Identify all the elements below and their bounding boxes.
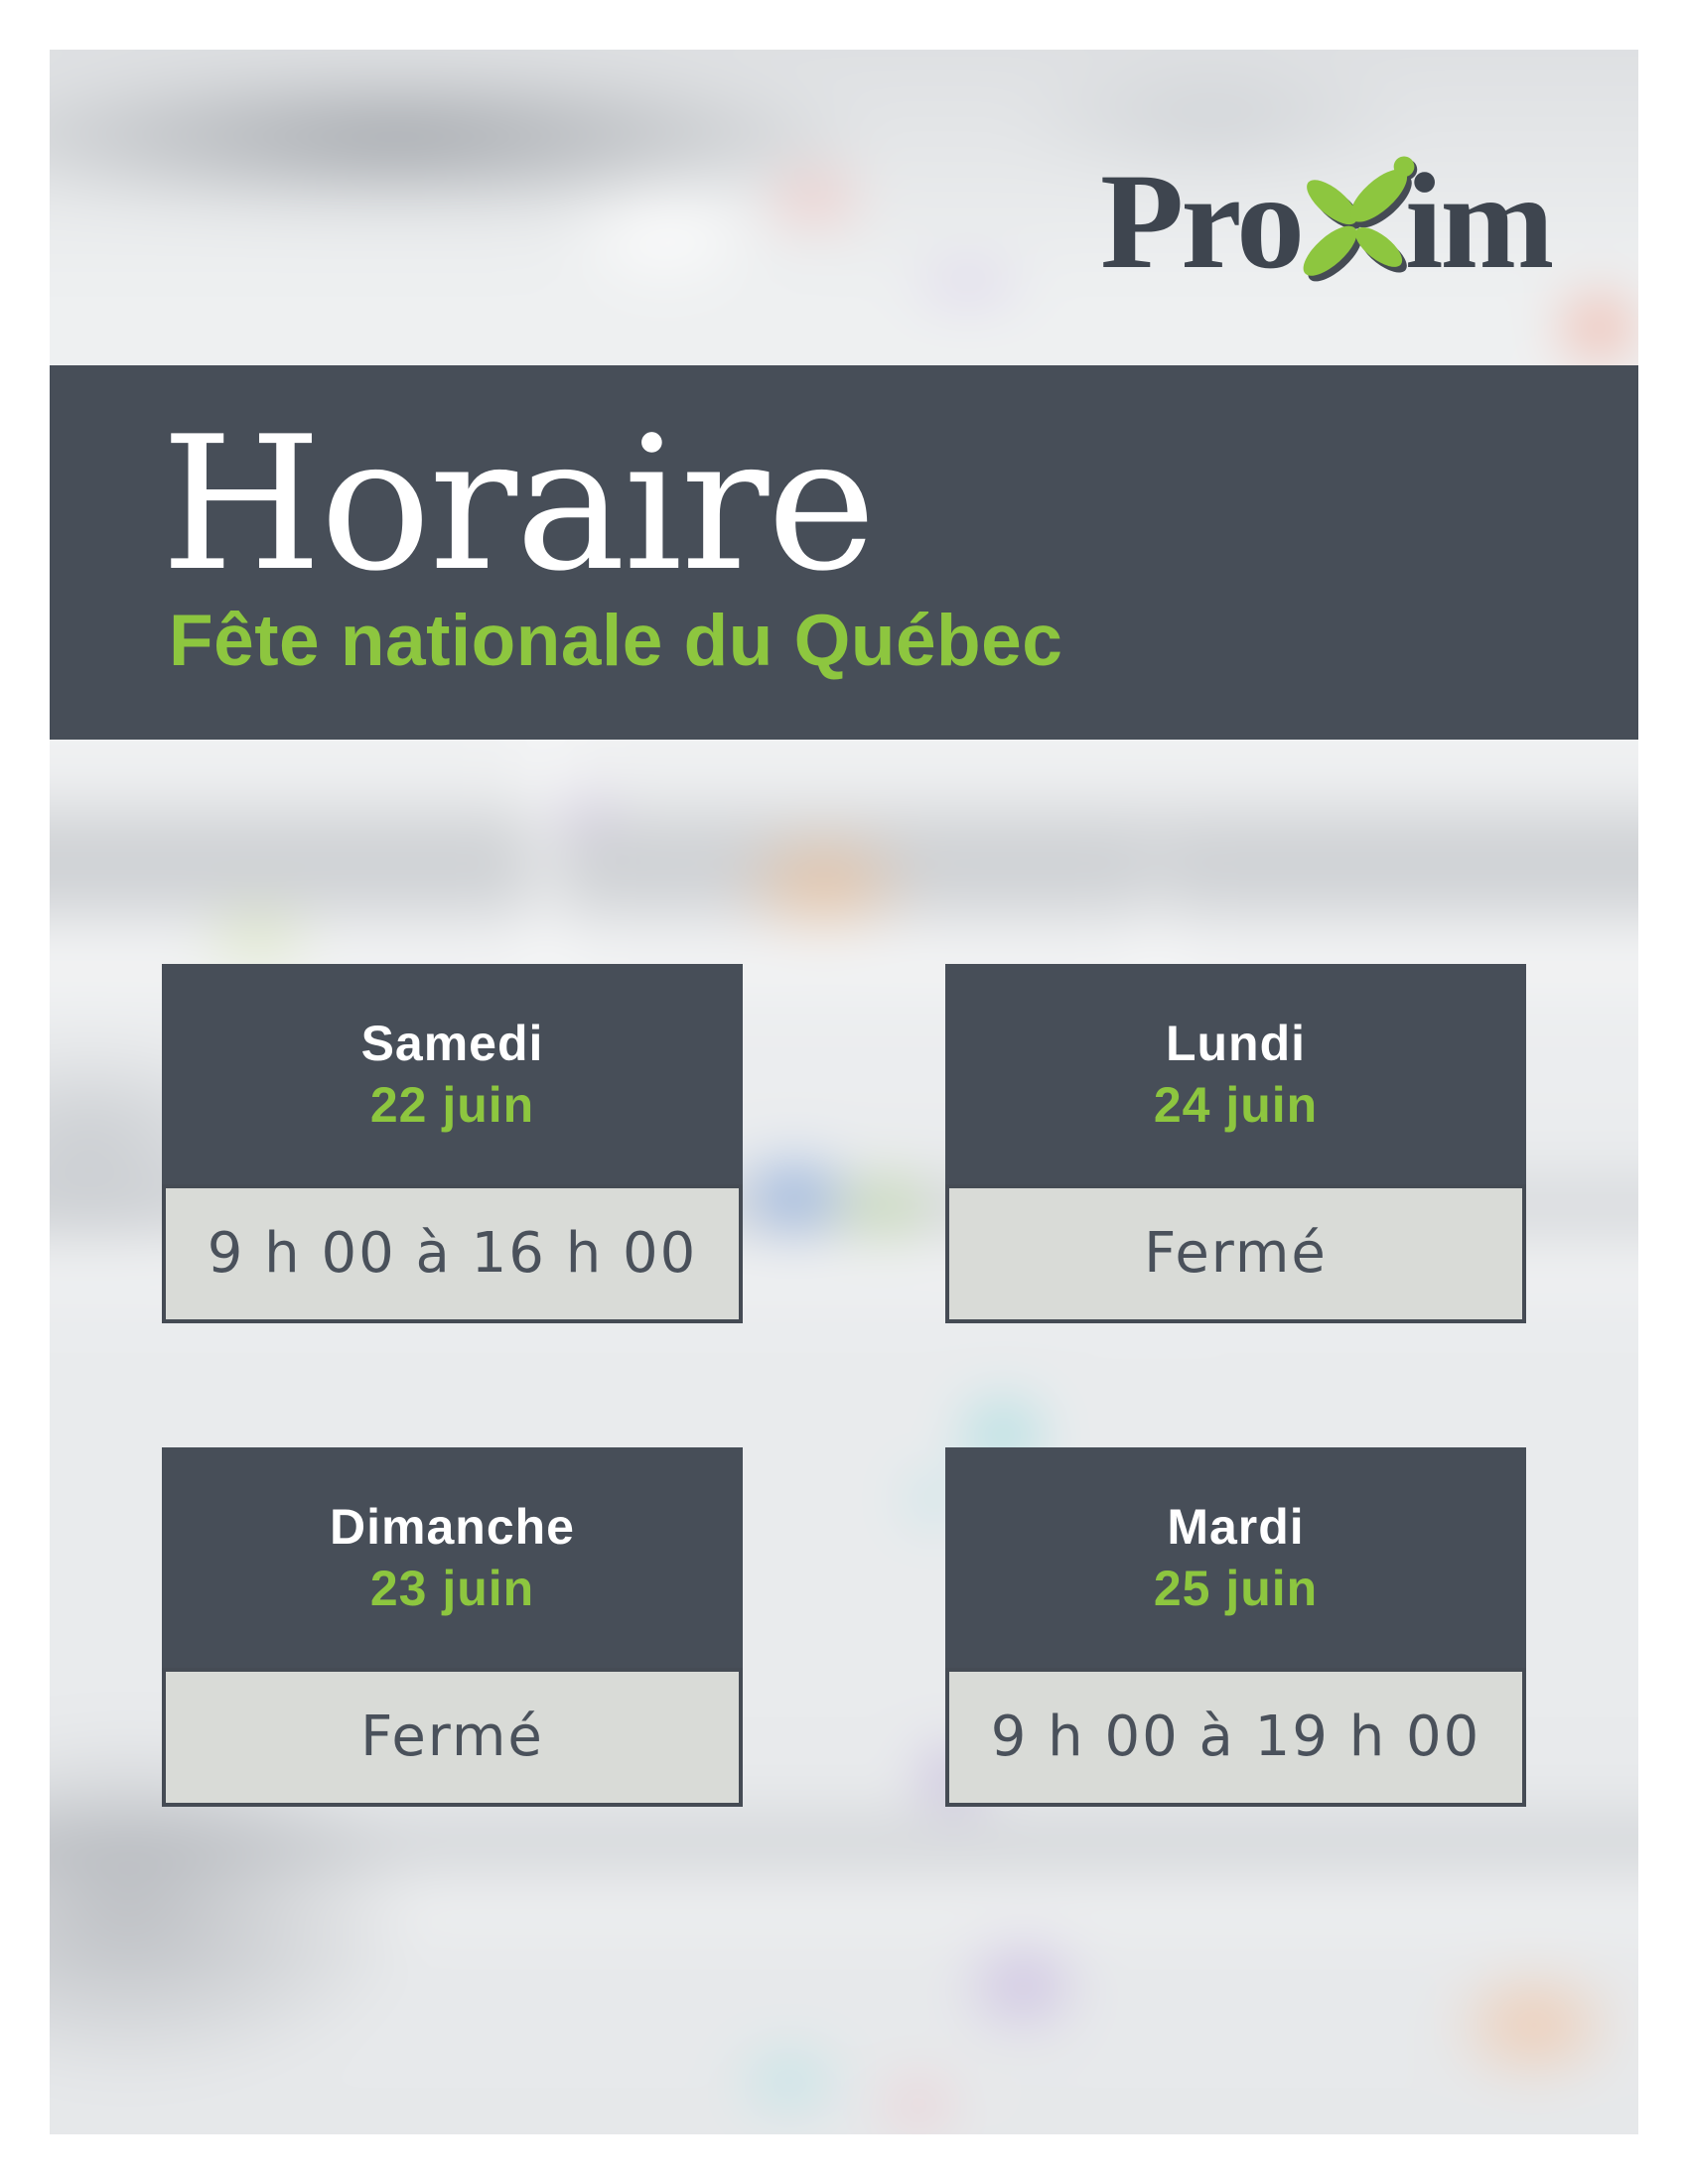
day-label: Dimanche bbox=[330, 1499, 575, 1555]
proxim-petals-icon bbox=[1290, 152, 1421, 291]
day-label: Samedi bbox=[360, 1016, 544, 1071]
day-label: Mardi bbox=[1167, 1499, 1305, 1555]
hours-label: 9 h 00 à 19 h 00 bbox=[990, 1705, 1481, 1769]
proxim-logo bbox=[1100, 147, 1551, 296]
day-label: Lundi bbox=[1165, 1016, 1307, 1071]
schedule-card-lundi bbox=[945, 964, 1526, 1323]
page-title: Horaire bbox=[161, 396, 875, 612]
title-banner bbox=[50, 365, 1638, 740]
date-label: 24 juin bbox=[1153, 1077, 1319, 1133]
hours-label: 9 h 00 à 16 h 00 bbox=[207, 1221, 698, 1286]
card-header bbox=[945, 1447, 1526, 1668]
card-header bbox=[945, 964, 1526, 1184]
card-header bbox=[162, 1447, 743, 1668]
banner-subtitle: Fête nationale du Québec bbox=[169, 601, 1063, 681]
schedule-card-dimanche bbox=[162, 1447, 743, 1807]
logo-text-im: im bbox=[1405, 145, 1552, 297]
schedule-card-samedi bbox=[162, 964, 743, 1323]
card-hours-box bbox=[945, 1184, 1526, 1323]
hours-label: Fermé bbox=[360, 1705, 544, 1769]
date-label: 22 juin bbox=[369, 1077, 535, 1133]
date-label: 23 juin bbox=[369, 1561, 535, 1616]
hours-label: Fermé bbox=[1144, 1221, 1328, 1286]
logo-text-pro: Pro bbox=[1100, 145, 1303, 297]
card-header bbox=[162, 964, 743, 1184]
card-hours-box bbox=[162, 1668, 743, 1807]
card-hours-box bbox=[162, 1184, 743, 1323]
card-hours-box bbox=[945, 1668, 1526, 1807]
schedule-card-mardi bbox=[945, 1447, 1526, 1807]
date-label: 25 juin bbox=[1153, 1561, 1319, 1616]
